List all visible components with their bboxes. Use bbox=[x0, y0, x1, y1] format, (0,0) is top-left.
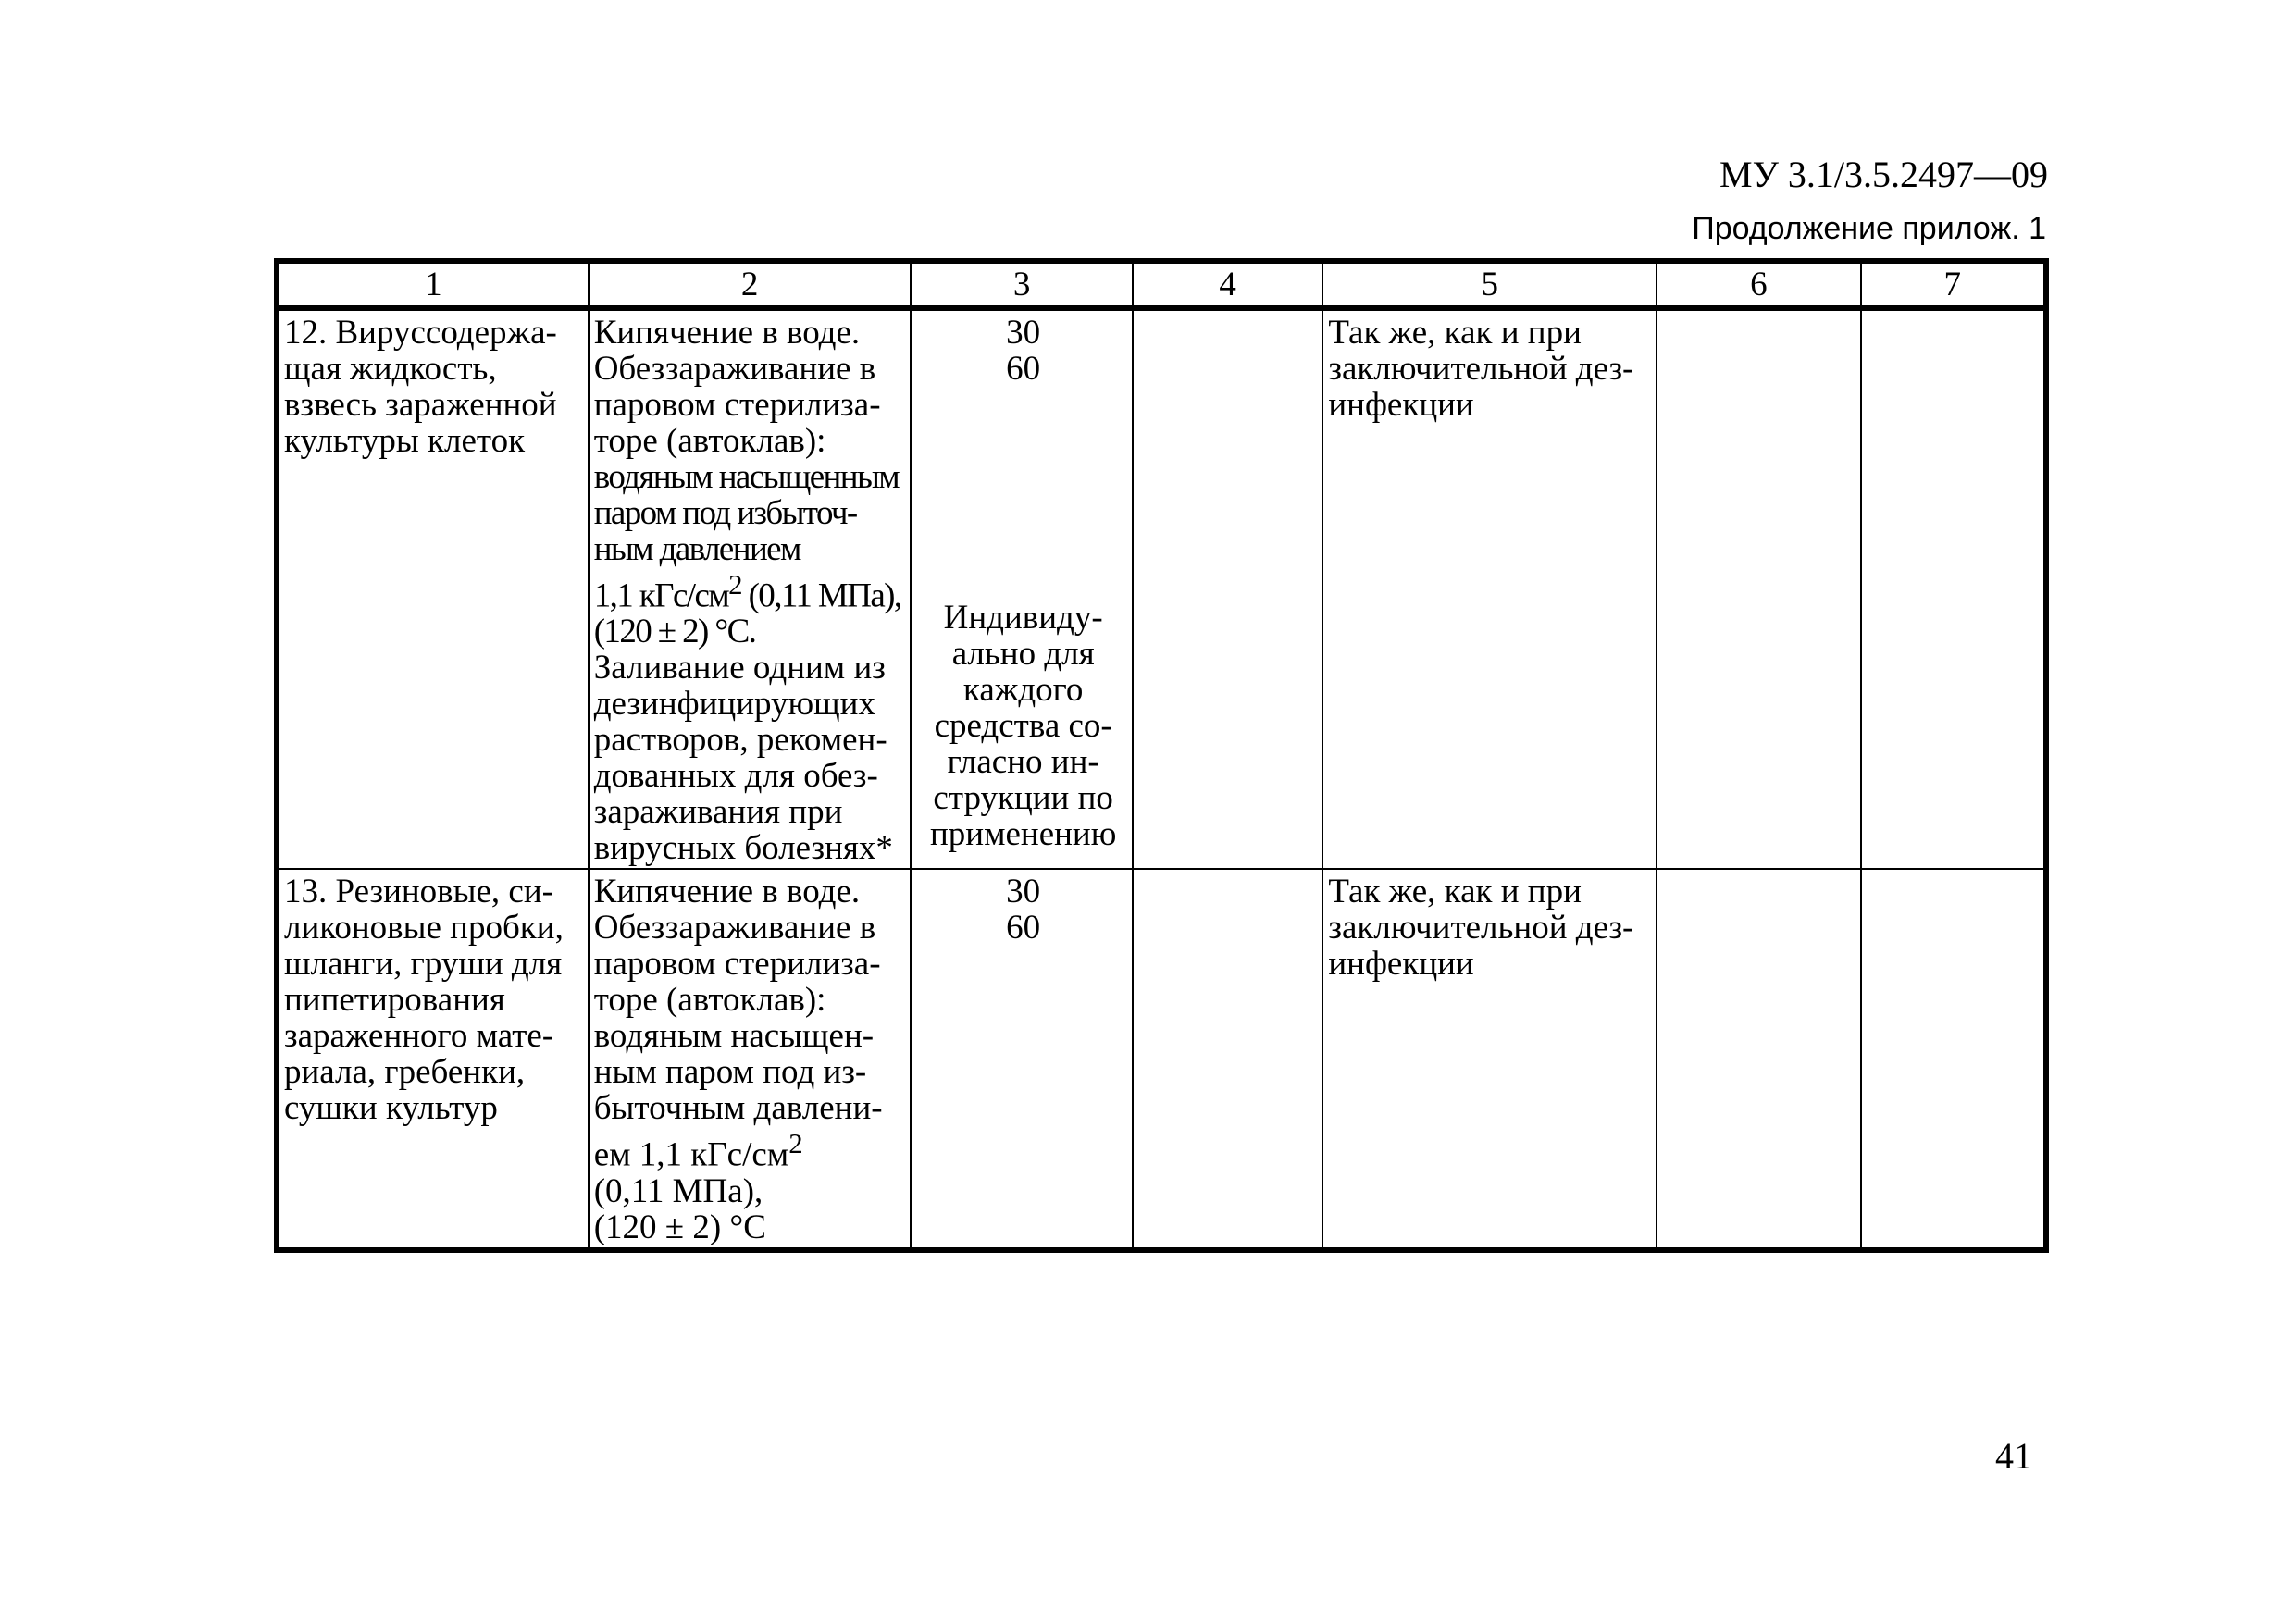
method-line: торе (автоклав): bbox=[593, 981, 826, 1020]
exposure-note-line: средства со- bbox=[934, 707, 1112, 745]
object-line: культуры клеток bbox=[284, 422, 526, 460]
method-cell bbox=[589, 308, 912, 869]
table-row bbox=[277, 308, 2046, 869]
exposure-note-line: применению bbox=[929, 815, 1117, 853]
disinfection-table bbox=[274, 258, 2049, 1253]
exposure-note-line: гласно ин- bbox=[947, 743, 1099, 781]
pressure-mpa: (0,11 МПа), bbox=[740, 576, 901, 615]
exposure-note-line: ально для bbox=[951, 635, 1095, 673]
exposure-cell bbox=[911, 308, 1133, 869]
object-line: пипетирования bbox=[284, 981, 505, 1020]
exposure-value: 30 bbox=[1006, 314, 1041, 352]
method-line: ным паром под из- bbox=[593, 1053, 867, 1092]
exposure-value: 60 bbox=[1006, 350, 1041, 388]
method-line: (0,11 МПа), bbox=[593, 1171, 763, 1210]
exposure-note-line: струкции по bbox=[933, 779, 1113, 817]
method-line: Кипячение в воде. bbox=[593, 873, 861, 911]
method-line: ным давлением bbox=[593, 530, 800, 568]
method-line: (120 ± 2) °С bbox=[593, 1208, 766, 1246]
pressure-value: 1,1 кГс/см bbox=[593, 576, 729, 615]
object-line: щая жидкость, bbox=[284, 350, 497, 388]
column-4-cell bbox=[1133, 869, 1322, 1249]
object-line: 13. Резиновые, си- bbox=[284, 873, 553, 911]
object-line: 12. Вируссодержа- bbox=[284, 314, 557, 352]
reference-line: Так же, как и при bbox=[1328, 873, 1582, 911]
exposure-cell bbox=[911, 869, 1133, 1249]
method-line: дованных для обез- bbox=[593, 757, 878, 796]
column-header-4: 4 bbox=[1133, 261, 1322, 308]
object-line: сушки культур bbox=[284, 1089, 498, 1128]
method-line: растворов, рекомен- bbox=[593, 721, 887, 760]
method-line: паром под избыточ- bbox=[593, 494, 857, 532]
continuation-label: Продолжение прилож. 1 bbox=[1692, 211, 2046, 246]
object-line: ликоновые пробки, bbox=[284, 909, 564, 948]
exposure-note-line: каждого bbox=[962, 671, 1084, 709]
method-line: вирусных болезнях* bbox=[593, 829, 893, 868]
spacer bbox=[916, 387, 1130, 600]
column-header-1: 1 bbox=[277, 261, 589, 308]
object-line: взвесь зараженной bbox=[284, 386, 557, 424]
method-line: торе (автоклав): bbox=[593, 422, 826, 460]
reference-cell bbox=[1322, 308, 1657, 869]
column-7-cell bbox=[1861, 869, 2046, 1249]
exposure-value: 60 bbox=[1006, 909, 1041, 948]
method-line: Заливание одним из bbox=[593, 649, 886, 688]
column-header-7: 7 bbox=[1861, 261, 2046, 308]
method-line: паровом стерилиза- bbox=[593, 945, 881, 984]
method-line: Обеззараживание в bbox=[593, 909, 876, 948]
method-line bbox=[594, 1126, 909, 1172]
reference-line: заключительной дез- bbox=[1328, 909, 1634, 948]
method-line: дезинфицирующих bbox=[593, 685, 875, 724]
method-line: Кипячение в воде. bbox=[593, 314, 861, 352]
column-4-cell bbox=[1133, 308, 1322, 869]
exposure-note-line: Индивиду- bbox=[943, 599, 1103, 637]
column-7-cell bbox=[1861, 308, 2046, 869]
reference-line: инфекции bbox=[1328, 945, 1474, 984]
column-6-cell bbox=[1657, 869, 1860, 1249]
object-line: риала, гребенки, bbox=[284, 1053, 526, 1092]
method-line: Обеззараживание в bbox=[593, 350, 876, 388]
method-line: водяным насыщенным bbox=[593, 458, 900, 496]
method-line: водяным насыщен- bbox=[593, 1017, 875, 1056]
page-number: 41 bbox=[1995, 1435, 2032, 1477]
method-line: зараживания при bbox=[593, 793, 843, 832]
table-row bbox=[277, 869, 2046, 1249]
method-line: (120 ± 2) °С. bbox=[593, 613, 756, 651]
reference-cell bbox=[1322, 869, 1657, 1249]
method-cell bbox=[589, 869, 912, 1249]
method-line: паровом стерилиза- bbox=[593, 386, 881, 424]
reference-line: Так же, как и при bbox=[1328, 314, 1582, 352]
object-cell bbox=[277, 308, 589, 869]
document-code: МУ 3.1/3.5.2497—09 bbox=[1719, 154, 2048, 195]
superscript: 2 bbox=[728, 569, 741, 601]
column-6-cell bbox=[1657, 308, 1860, 869]
column-header-3: 3 bbox=[911, 261, 1133, 308]
object-line: шланги, груши для bbox=[284, 945, 563, 984]
column-header-5: 5 bbox=[1322, 261, 1657, 308]
exposure-value: 30 bbox=[1006, 873, 1041, 911]
object-cell bbox=[277, 869, 589, 1249]
superscript: 2 bbox=[788, 1128, 803, 1160]
method-line bbox=[594, 567, 909, 613]
reference-line: инфекции bbox=[1328, 386, 1474, 424]
method-line: быточным давлени- bbox=[593, 1089, 883, 1128]
header-row bbox=[277, 261, 2046, 308]
column-header-2: 2 bbox=[589, 261, 912, 308]
pressure-value: ем 1,1 кГс/см bbox=[593, 1135, 789, 1174]
reference-line: заключительной дез- bbox=[1328, 350, 1634, 388]
column-header-6: 6 bbox=[1657, 261, 1860, 308]
object-line: зараженного мате- bbox=[284, 1017, 554, 1056]
